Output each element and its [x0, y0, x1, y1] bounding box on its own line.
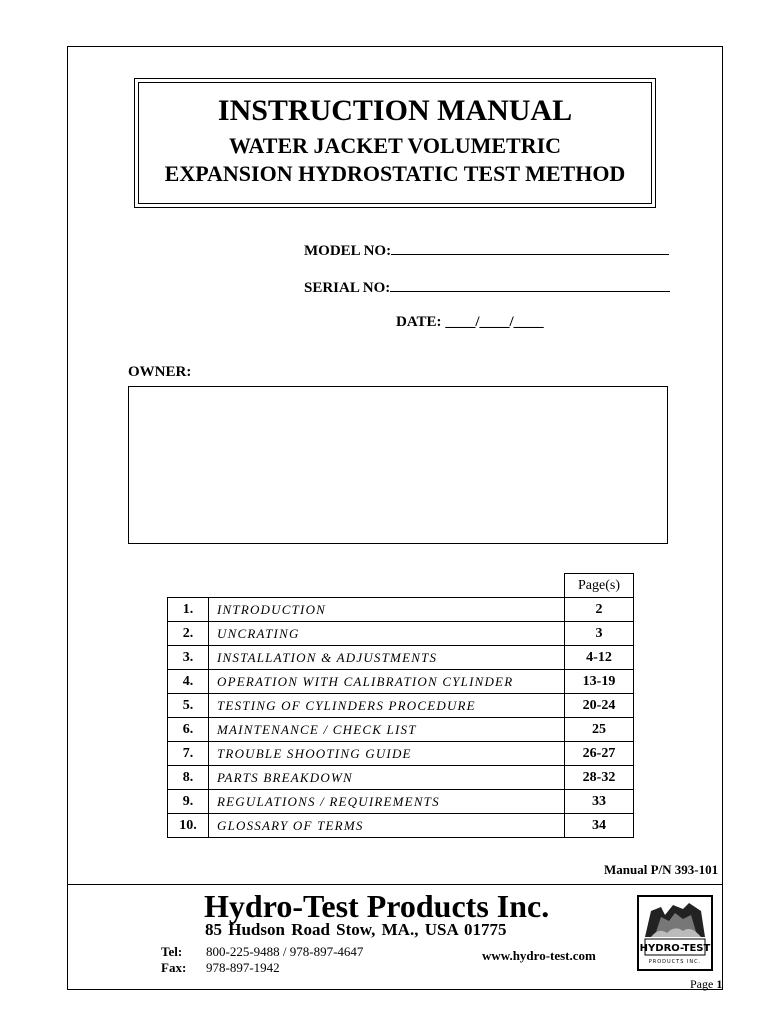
- toc-row[interactable]: [168, 766, 634, 790]
- toc-row-title: TESTING OF CYLINDERS PROCEDURE: [209, 694, 565, 718]
- toc-row-number: 9.: [168, 790, 209, 814]
- page-label: Page: [690, 977, 714, 991]
- toc-row-title: MAINTENANCE / CHECK LIST: [209, 718, 565, 742]
- toc-row-title: UNCRATING: [209, 622, 565, 646]
- table-of-contents: [167, 573, 634, 838]
- toc-row[interactable]: [168, 742, 634, 766]
- model-label: MODEL NO:: [304, 243, 392, 259]
- manual-subtitle-line1: WATER JACKET VOLUMETRIC: [228, 133, 562, 158]
- serial-label: SERIAL NO:: [304, 280, 391, 296]
- toc-row-pages: 26-27: [565, 742, 634, 766]
- footer-divider: [67, 884, 723, 885]
- model-field: [304, 240, 669, 260]
- toc-row-number: 4.: [168, 670, 209, 694]
- toc-row-pages: 25: [565, 718, 634, 742]
- model-blank[interactable]: [391, 240, 669, 255]
- toc-row-title: TROUBLE SHOOTING GUIDE: [209, 742, 565, 766]
- tel-line: [161, 944, 363, 960]
- title-box: [134, 78, 656, 208]
- serial-blank[interactable]: [390, 277, 670, 292]
- tel-label: Tel:: [161, 944, 183, 959]
- company-name: Hydro-Test Products Inc.: [204, 888, 550, 924]
- manual-subtitle-line2: EXPANSION HYDROSTATIC TEST METHOD: [164, 161, 626, 186]
- toc-row-number: 5.: [168, 694, 209, 718]
- toc-row-pages: 2: [565, 598, 634, 622]
- toc-row-number: 3.: [168, 646, 209, 670]
- serial-field: [304, 277, 670, 297]
- tel-value: 800-225-9488 / 978-897-4647: [206, 944, 364, 959]
- website-link[interactable]: www.hydro-test.com: [482, 948, 596, 963]
- fax-line: [161, 960, 280, 976]
- logo-subtext: PRODUCTS INC.: [648, 959, 702, 965]
- company-address: 85 Hudson Road Stow, MA., USA 01775: [205, 920, 507, 939]
- toc-row-pages: 28-32: [565, 766, 634, 790]
- pages-column-header: Page(s): [565, 574, 634, 598]
- owner-box[interactable]: [128, 386, 668, 544]
- toc-row-title: INTRODUCTION: [209, 598, 565, 622]
- toc-row-number: 8.: [168, 766, 209, 790]
- page-number-value: 1: [716, 977, 723, 991]
- logo-text: HYDRO-TEST: [639, 943, 711, 954]
- owner-label: OWNER:: [128, 364, 192, 380]
- toc-header-row: [168, 574, 634, 598]
- toc-row-number: 6.: [168, 718, 209, 742]
- date-blank[interactable]: ____/____/____: [445, 314, 544, 330]
- toc-row[interactable]: [168, 598, 634, 622]
- date-field: [396, 314, 544, 331]
- fax-value: 978-897-1942: [206, 960, 280, 975]
- fax-label: Fax:: [161, 960, 187, 975]
- toc-row-pages: 20-24: [565, 694, 634, 718]
- toc-row-number: 7.: [168, 742, 209, 766]
- toc-row[interactable]: [168, 622, 634, 646]
- toc-row-title: INSTALLATION & ADJUSTMENTS: [209, 646, 565, 670]
- toc-row[interactable]: [168, 694, 634, 718]
- hydro-test-logo: [637, 895, 713, 971]
- toc-row-title: OPERATION WITH CALIBRATION CYLINDER: [209, 670, 565, 694]
- toc-row[interactable]: [168, 646, 634, 670]
- manual-part-number: Manual P/N 393-101: [604, 862, 719, 877]
- toc-row-pages: 13-19: [565, 670, 634, 694]
- title-inner-box: [138, 82, 652, 204]
- date-label: DATE:: [396, 314, 442, 330]
- toc-row[interactable]: [168, 718, 634, 742]
- toc-row-title: REGULATIONS / REQUIREMENTS: [209, 790, 565, 814]
- page-number: [690, 977, 722, 992]
- manual-title: INSTRUCTION MANUAL: [217, 94, 573, 127]
- toc-row-pages: 3: [565, 622, 634, 646]
- toc-row-number: 2.: [168, 622, 209, 646]
- toc-row-number: 10.: [168, 814, 209, 838]
- toc-row-title: PARTS BREAKDOWN: [209, 766, 565, 790]
- toc-row[interactable]: [168, 790, 634, 814]
- toc-row-title: GLOSSARY OF TERMS: [209, 814, 565, 838]
- toc-row-number: 1.: [168, 598, 209, 622]
- toc-row-pages: 33: [565, 790, 634, 814]
- toc-row[interactable]: [168, 814, 634, 838]
- toc-row[interactable]: [168, 670, 634, 694]
- logo-graphic: [639, 897, 711, 969]
- toc-row-pages: 4-12: [565, 646, 634, 670]
- toc-row-pages: 34: [565, 814, 634, 838]
